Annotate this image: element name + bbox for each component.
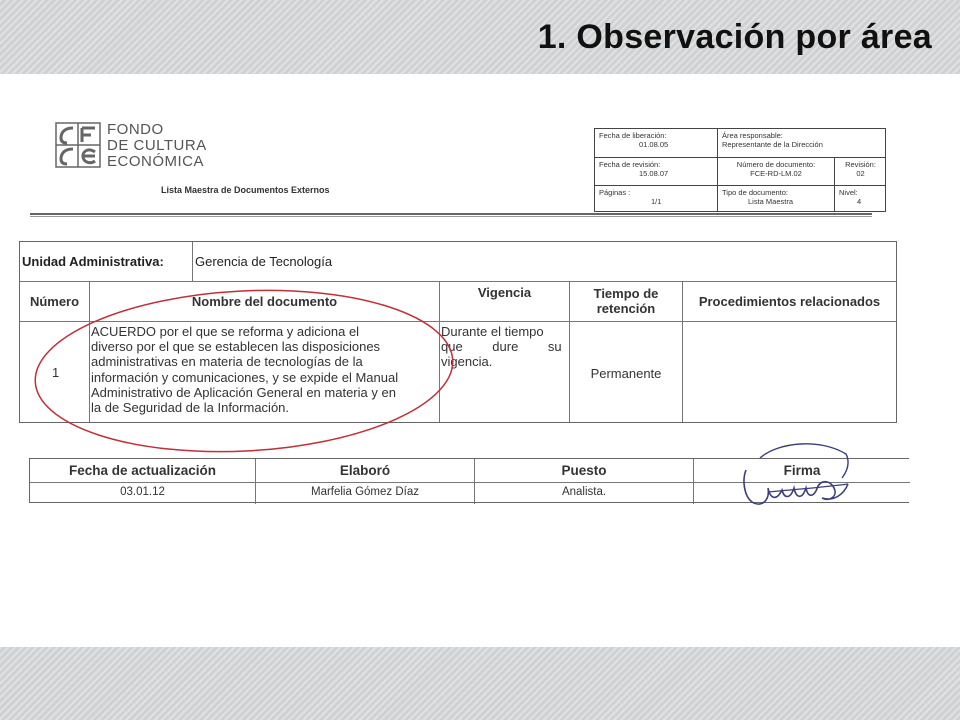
signature-icon	[738, 440, 858, 525]
header-numero: Número	[20, 282, 90, 322]
header-vigencia: Vigencia	[440, 282, 570, 322]
unidad-label: Unidad Administrativa:	[20, 242, 193, 282]
fecha-column: Fecha de actualización 03.01.12	[30, 459, 256, 504]
fecha-value: 03.01.12	[120, 486, 165, 498]
scanned-document	[0, 74, 960, 647]
fecha-revision-cell: Fecha de revisión: 15.08.07	[595, 158, 718, 186]
header-procedimientos: Procedimientos relacionados	[683, 282, 896, 322]
document-subtitle: Lista Maestra de Documentos Externos	[161, 185, 330, 195]
numero-documento-cell: Número de documento: FCE-RD-LM.02	[718, 158, 835, 186]
row-tiempo: Permanente	[570, 322, 683, 422]
annotation-ellipse	[0, 74, 960, 647]
nivel-cell: Nivel: 4	[839, 188, 862, 206]
slide-title: 1. Observación por área	[537, 18, 932, 56]
revision-cell: Revisión: 02	[835, 158, 886, 186]
row-vigencia: Durante el tiempo que dure su vigencia.	[440, 322, 570, 422]
elaboro-column: Elaboró Marfelia Gómez Díaz	[256, 459, 475, 504]
bottom-band	[0, 647, 960, 720]
puesto-value: Analista.	[561, 486, 607, 498]
unidad-value: Gerencia de Tecnología	[193, 242, 896, 282]
header-nombre: Nombre del documento	[90, 282, 440, 322]
row-nombre: ACUERDO por el que se reforma y adiciona el diverso por el que se establecen las disposiciones administrativas en materia de tecnologías de la información y comunicaciones, y se expide el Manual Administrativo de Aplicación General en materia y en la de Seguridad de la Información.	[90, 322, 440, 422]
header-tiempo: Tiempo de retención	[570, 282, 683, 322]
row-numero: 1	[20, 322, 90, 422]
elaboro-value: Marfelia Gómez Díaz	[310, 486, 419, 498]
firma-column: Firma	[694, 459, 910, 504]
puesto-column: Puesto Analista.	[475, 459, 694, 504]
logo-text: FONDO DE CULTURA ECONÓMICA	[107, 121, 207, 170]
area-responsable-cell: Área responsable: Representante de la Dirección	[718, 129, 886, 158]
fecha-liberacion-cell: Fecha de liberación: 01.08.05	[595, 129, 718, 158]
paginas-cell: Páginas : 1/1	[595, 186, 718, 212]
tipo-documento-cell: Tipo de documento: Lista Maestra	[718, 186, 835, 212]
